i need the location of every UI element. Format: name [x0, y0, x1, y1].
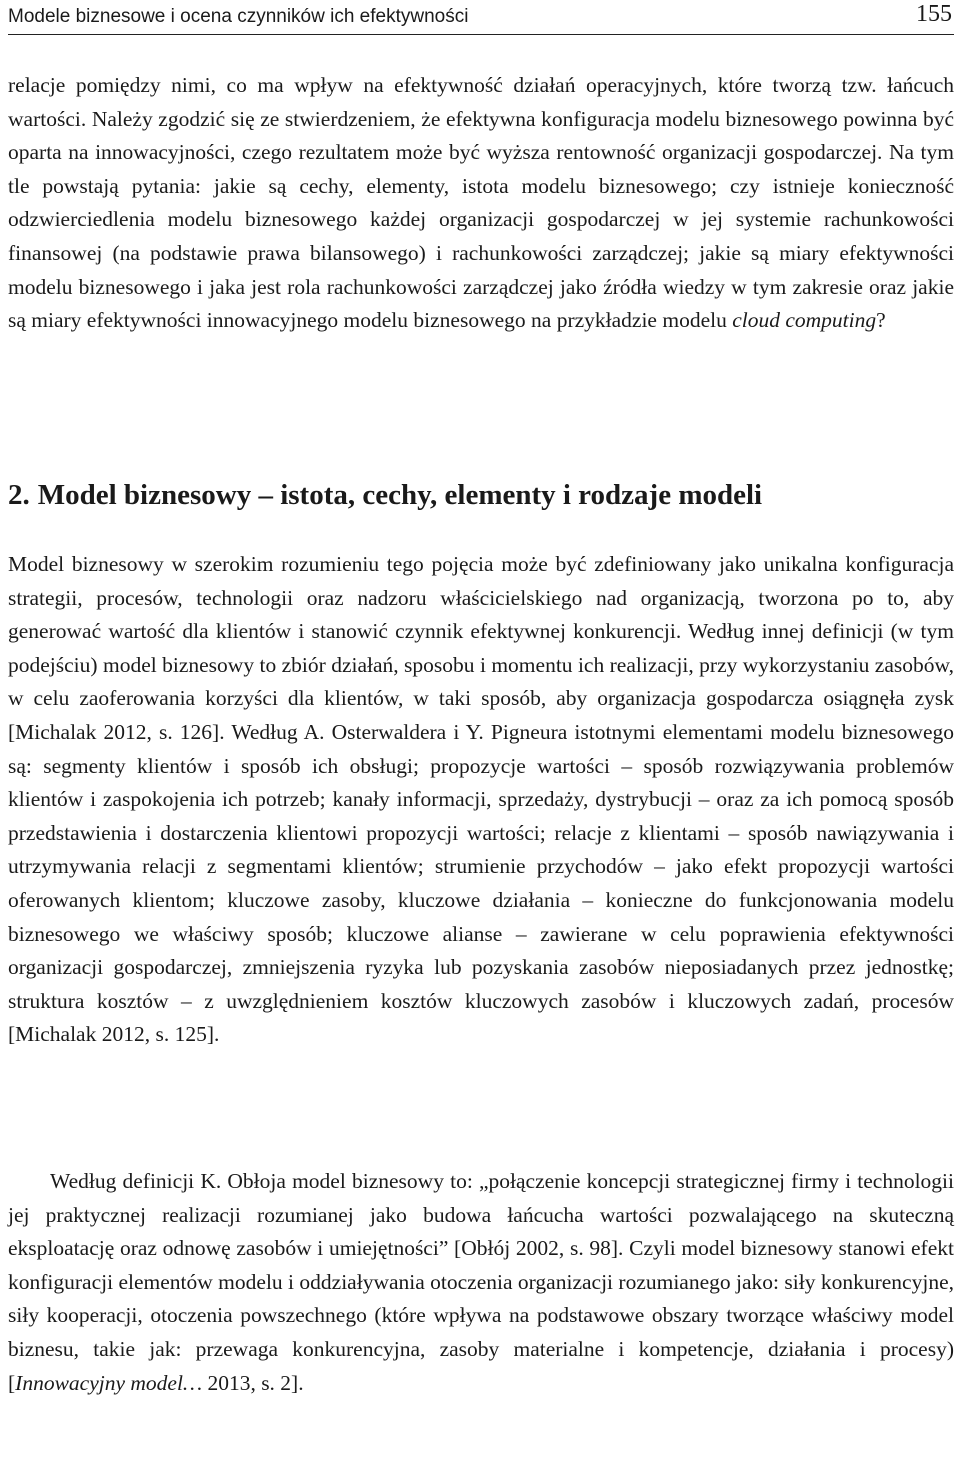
page-number: 155 — [916, 1, 952, 27]
running-header — [8, 0, 954, 35]
paragraph-3-italic: Innowacyjny model… — [15, 1370, 203, 1395]
running-title: Modele biznesowe i ocena czynników ich efektywności — [8, 6, 469, 27]
paragraph-1-text: relacje pomiędzy nimi, co ma wpływ na efektywność działań operacyjnych, które tworzą tzw. łańcuch wartości. Należy zgodzić się ze stwierdzeniem, że efektywna konfiguracja modelu biznesowego powinna być oparta na innowacyjności, czego rezultatem może być wyższa rentowność organizacji gospodarczej. Na tym tle powstają pytania: jakie są cechy, elementy, istota modelu biznesowego; czy istnieje konieczność odzwierciedlenia modelu biznesowego każdej organizacji gospodarczej w jej systemie rachunkowości finansowej (na podstawie prawa bilansowego) i rachunkowości zarządczej; jakie są miary efektywności modelu biznesowego i jaka jest rola rachunkowości zarządczej jako źródła wiedzy w tym zakresie oraz jakie są miary efektywności innowacyjnego modelu biznesowego na przykładzie modelu — [8, 73, 954, 333]
paragraph-1-italic: cloud computing — [732, 308, 877, 333]
paragraph-2 — [8, 548, 954, 1052]
paragraph-1-end: ? — [876, 308, 886, 333]
paragraph-3-text: Według definicji K. Obłoja model biznesowy to: „połączenie koncepcji strategicznej firmy i technologii jej praktycznej realizacji rozumianej jako budowa łańcucha wartości pozwalającego na skuteczną eksploatację oraz odnowę zasobów i umiejętności” [Obłój 2002, s. 98]. Czyli model biznesowy stanowi efekt konfiguracji elementów modelu i oddziaływania otoczenia organizacji rozumianego jako: siły konkurencyjne, siły kooperacji, otoczenia powszechnego (które wpływa na podstawowe obszary tworzące właściwy model biznesu, takie jak: przewaga konkurencyjna, zasoby materialne i kompetencje, działania i procesy) [ — [8, 1169, 954, 1395]
paragraph-3 — [8, 1165, 954, 1400]
section-number: 2. — [8, 479, 30, 511]
section-heading — [8, 477, 954, 513]
paragraph-2-text: Model biznesowy w szerokim rozumieniu tego pojęcia może być zdefiniowany jako unikalna konfiguracja strategii, procesów, technologii oraz nadzoru właścicielskiego nad organizacją, tworzona po to, aby generować wartość dla klientów i stanowić czynnik efektywnej konkurencji. Według innej definicji (w tym podejściu) model biznesowy to zbiór działań, sposobu i momentu ich realizacji, przy wykorzystaniu zasobów, w celu zaoferowania korzyści dla klientów, w taki sposób, aby organizacja gospodarcza osiągnęła zysk [Michalak 2012, s. 126]. Według A. Osterwaldera i Y. Pigneura istotnymi elementami modelu biznesowego są: segmenty klientów i sposób ich obsługi; propozycje wartości – sposób rozwiązywania problemów klientów i zaspokojenia ich potrzeb; kanały informacji, sprzedaży, dystrybucji – oraz za ich pomocą sposób przedstawienia i dostarczenia klientowi propozycji wartości; relacje z klientami – sposób nawiązywania i utrzymywania relacji z segmentami klientów; strumienie przychodów – jako efekt propozycji wartości oferowanych klientom; kluczowe zasoby, kluczowe działania – konieczne do funkcjonowania modelu biznesowego we właściwy sposób; kluczowe alianse – zawierane w celu poprawienia efektywności organizacji gospodarczej, zmniejszenia ryzyka lub pozyskania zasobów nieposiadanych przez jednostkę; struktura kosztów – z uwzględnieniem kosztów kluczowych zasobów i kluczowych zadań, procesów [Michalak 2012, s. 125]. — [8, 552, 954, 1047]
section-title: Model biznesowy – istota, cechy, elementy i rodzaje modeli — [37, 479, 763, 511]
paragraph-3-end: 2013, s. 2]. — [202, 1370, 304, 1395]
paragraph-1 — [8, 69, 954, 338]
